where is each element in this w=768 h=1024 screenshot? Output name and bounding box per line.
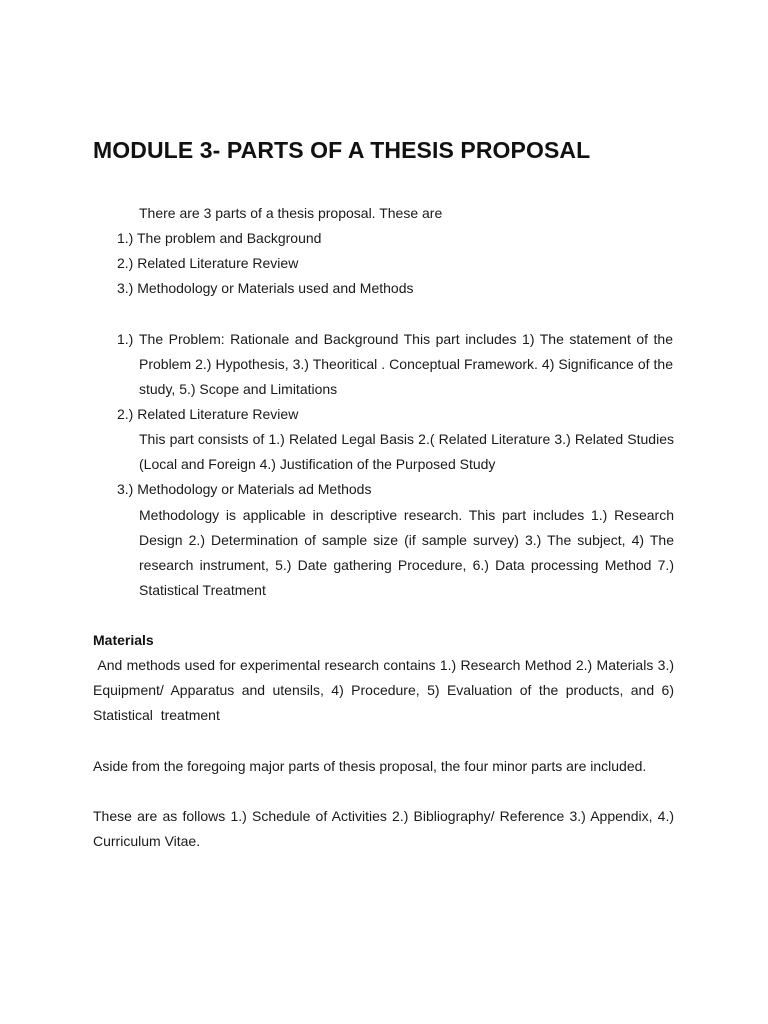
list-text: The problem and Background <box>136 230 322 246</box>
aside-paragraph: Aside from the foregoing major parts of thesis proposal, the four minor parts are included. <box>93 758 647 774</box>
list-number: 2.) <box>117 406 134 422</box>
detail-item-methodology-body: Methodology is applicable in descriptive research. This part includes 1.) Research Design 2.) Determination of sample size (if sample survey) 3.) The subject, 4) The research instrument, 5.) Date gathering Procedure, 6.) Data processing Method 7.) Statistical Treatment <box>139 507 674 598</box>
detail-item-methodology-heading <box>117 477 371 502</box>
list-number: 2.) <box>117 255 134 271</box>
detail-item-problem <box>117 327 673 402</box>
list-text: Related Literature Review <box>137 255 299 271</box>
minor-parts-paragraph: These are as follows 1.) Schedule of Activities 2.) Bibliography/ Reference 3.) Appendix, 4.) Curriculum Vitae. <box>93 808 674 849</box>
list-item <box>117 276 414 301</box>
detail-heading: Methodology or Materials ad Methods <box>137 481 372 497</box>
page-title: MODULE 3- PARTS OF A THESIS PROPOSAL <box>93 137 591 163</box>
detail-item-literature-body: This part consists of 1.) Related Legal Basis 2.( Related Literature 3.) Related Studies (Local and Foreign 4.) Justification of the Purposed Study <box>139 431 674 472</box>
list-number: 3.) <box>117 481 134 497</box>
list-text: Methodology or Materials used and Methods <box>137 280 414 296</box>
list-number: 3.) <box>117 280 134 296</box>
materials-heading: Materials <box>93 632 154 648</box>
detail-text: The Problem: Rationale and Background This part includes 1) The statement of the Problem 2.) Hypothesis, 3.) Theoritical . Conceptual Framework. 4) Significance of the study, 5.) Scope and Limitations <box>139 331 673 397</box>
list-number: 1.) <box>117 230 134 246</box>
intro-text: There are 3 parts of a thesis proposal. These are <box>139 205 443 221</box>
detail-heading: Related Literature Review <box>137 406 299 422</box>
list-item <box>117 251 298 276</box>
list-number: 1.) <box>117 331 134 347</box>
list-item <box>117 226 321 251</box>
materials-paragraph: And methods used for experimental research contains 1.) Research Method 2.) Materials 3.) Equipment/ Apparatus and utensils, 4) Procedure, 5) Evaluation of the products, and 6) Statistical treatment <box>93 657 678 723</box>
detail-item-literature-heading <box>117 402 298 427</box>
